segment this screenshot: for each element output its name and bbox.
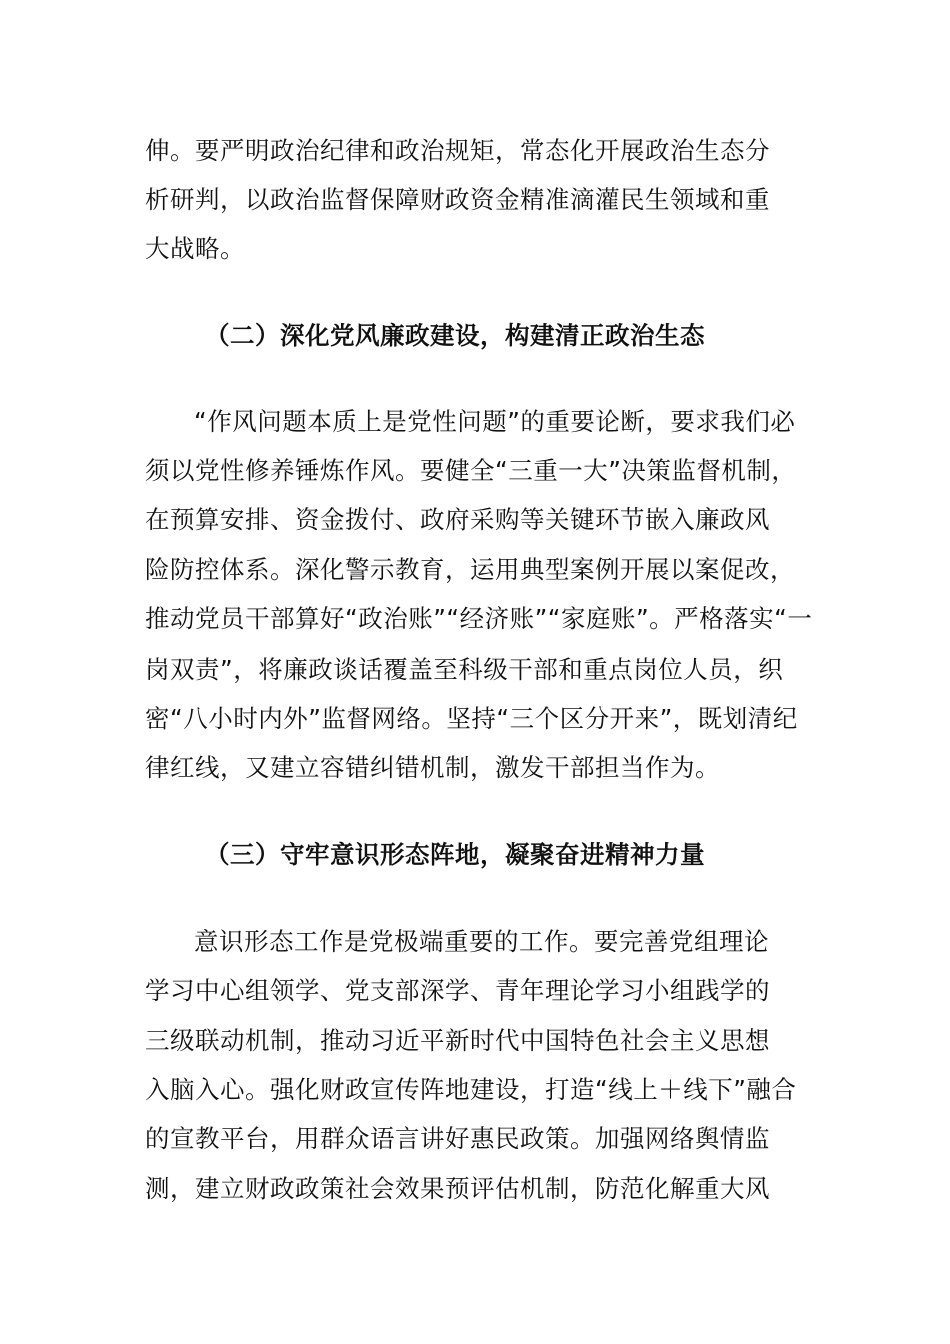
text-line: 密“八小时内外”监督网络。坚持“三个区分开来”，既划清纪 [145, 704, 798, 733]
text-line: 意识形态工作是党极端重要的工作。要完善党组理论 [194, 927, 769, 956]
text-line: 险防控体系。深化警示教育，运用典型案例开展以案促改， [145, 555, 795, 584]
text-line: 须以党性修养锤炼作风。要健全“三重一大”决策监督机制， [145, 456, 797, 485]
text-line: 大战略。 [145, 234, 245, 263]
text-line: 测，建立财政政策社会效果预评估机制，防范化解重大风 [145, 1174, 770, 1203]
text-line: 推动党员干部算好“政治账”“经济账”“家庭账”。严格落实“一 [145, 604, 813, 633]
text-line: 的宣教平台，用群众语言讲好惠民政策。加强网络舆情监 [145, 1124, 770, 1153]
text-line: 学习中心组领学、党支部深学、青年理论学习小组践学的 [145, 976, 770, 1005]
section-3-heading: （三）守牢意识形态阵地，凝聚奋进精神力量 [205, 840, 705, 869]
text-line: 岗双责”，将廉政谈话覆盖至科级干部和重点岗位人员，织 [145, 655, 784, 684]
text-line: 伸。要严明政治纪律和政治规矩，常态化开展政治生态分 [145, 136, 770, 165]
text-line: 在预算安排、资金拨付、政府采购等关键环节嵌入廉政风 [145, 505, 770, 534]
section-2-heading: （二）深化党风廉政建设，构建清正政治生态 [205, 321, 705, 350]
text-line: “作风问题本质上是党性问题”的重要论断，要求我们必 [194, 407, 796, 436]
text-line: 析研判，以政治监督保障财政资金精准滴灌民生领域和重 [145, 185, 770, 214]
text-line: 律红线，又建立容错纠错机制，激发干部担当作为。 [145, 753, 720, 782]
text-line: 入脑入心。强化财政宣传阵地建设，打造“线上＋线下”融合 [145, 1075, 797, 1104]
text-line: 三级联动机制，推动习近平新时代中国特色社会主义思想 [145, 1026, 770, 1055]
